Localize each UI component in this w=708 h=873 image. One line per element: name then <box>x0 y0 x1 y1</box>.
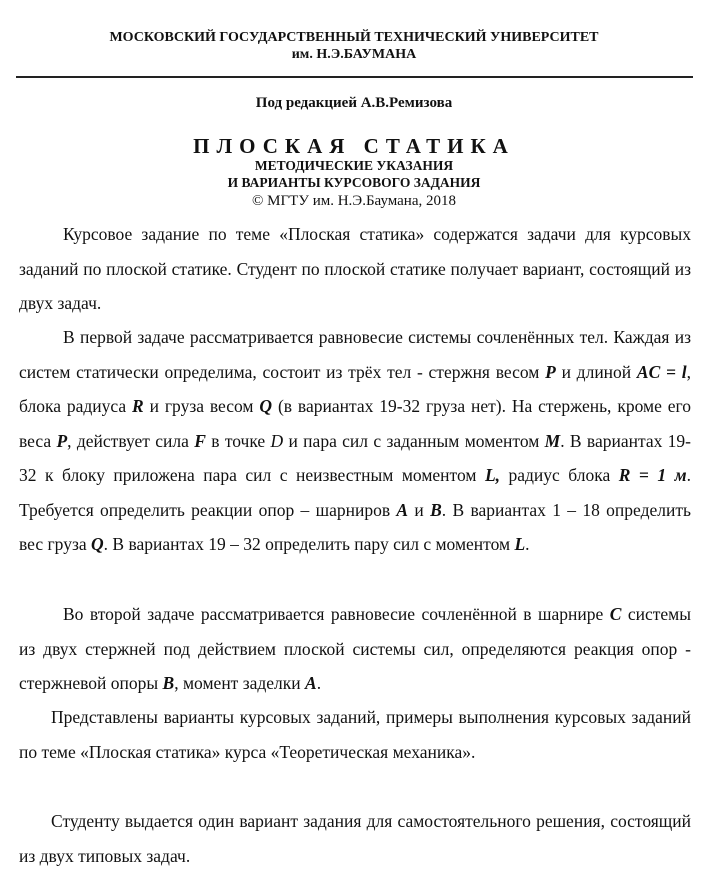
p2-text: , действует сила <box>67 430 195 451</box>
p2-text: . <box>525 534 530 554</box>
paragraph-5: Студенту выдается один вариант задания для самостоятельного решения, состоящий из двух типовых задач. <box>19 811 691 866</box>
var-q: Q <box>259 396 273 416</box>
var-f: F <box>194 430 206 451</box>
p2-text: . В вариантах 1 – 18 определить вес груза <box>19 499 691 554</box>
paragraph-4: Представлены варианты курсовых заданий, примеры выполнения курсовых заданий по теме «Плоская статика» курса «Теоретическая механика». <box>19 707 691 762</box>
p2-text: (в вариантах 19-32 груза нет). На стержень, кроме его веса <box>19 396 691 451</box>
p3-text: . <box>316 673 322 693</box>
p2-text: и пара сил с заданным моментом <box>283 430 545 451</box>
var-q: Q <box>91 534 104 554</box>
p2-text: и <box>408 499 431 520</box>
paragraph-3 <box>19 597 691 701</box>
var-c: C <box>609 604 622 624</box>
p3-text: , момент заделки <box>174 673 306 693</box>
var-b: B <box>162 673 175 693</box>
var-d: D <box>270 430 284 451</box>
p2-text: В первой задаче рассматривается равновесие системы сочленённых тел. Каждая из систем статически определима, состоит из трёх тел - стержня весом <box>19 327 691 382</box>
var-p: P <box>56 430 68 451</box>
p2-text: и длиной <box>555 361 637 382</box>
paragraph-1: Курсовое задание по теме «Плоская статика» содержатся задачи для курсовых заданий по плоской статике. Студент по плоской статике получает вариант, состоящий из двух задач. <box>19 224 691 313</box>
var-p: P <box>545 361 556 382</box>
p2-text: . В вариантах 19 – 32 определить пару сил с моментом <box>103 534 515 554</box>
var-a: A <box>305 673 317 693</box>
p2-text: . В вариантах 19-32 к блоку приложена пара сил с неизвестным моментом <box>19 430 691 485</box>
copyright: © МГТУ им. Н.Э.Баумана, 2018 <box>252 193 456 209</box>
p2-text: радиус блока <box>500 465 619 485</box>
p2-text: , блока радиуса <box>19 361 691 416</box>
var-ac-l: AC = l <box>636 361 687 382</box>
subtitle-2: И ВАРИАНТЫ КУРСОВОГО ЗАДАНИЯ <box>227 175 481 190</box>
var-m: M <box>544 430 561 451</box>
var-r: R <box>132 396 144 416</box>
var-b: B <box>430 499 442 520</box>
document-title: ПЛОСКАЯ СТАТИКА <box>193 134 515 158</box>
university-name: МОСКОВСКИЙ ГОСУДАРСТВЕННЫЙ ТЕХНИЧЕСКИЙ УНИВЕРСИТЕТ <box>109 30 599 45</box>
p3-text: системы из двух стержней под действием плоской системы сил, определяются реакция опор - стержневой опоры <box>19 604 691 693</box>
editor-line: Под редакцией А.В.Ремизова <box>255 95 453 111</box>
var-a: A <box>396 499 409 520</box>
var-l: L, <box>484 465 501 485</box>
var-r-value: R = 1 м <box>618 465 687 485</box>
paragraph-2 <box>19 320 691 562</box>
p2-text: в точке <box>205 430 271 451</box>
subtitle-1: МЕТОДИЧЕСКИЕ УКАЗАНИЯ <box>254 158 454 173</box>
university-header <box>0 29 708 63</box>
p3-text: Во второй задаче рассматривается равновесие сочленённой в шарнире <box>63 604 610 624</box>
p2-text: и груза весом <box>143 396 260 416</box>
p2-text: . Требуется определить реакции опор – шарниров <box>19 465 691 520</box>
var-l: L <box>514 534 526 554</box>
university-subname: им. Н.Э.БАУМАНА <box>291 47 417 62</box>
header-divider <box>16 76 693 78</box>
